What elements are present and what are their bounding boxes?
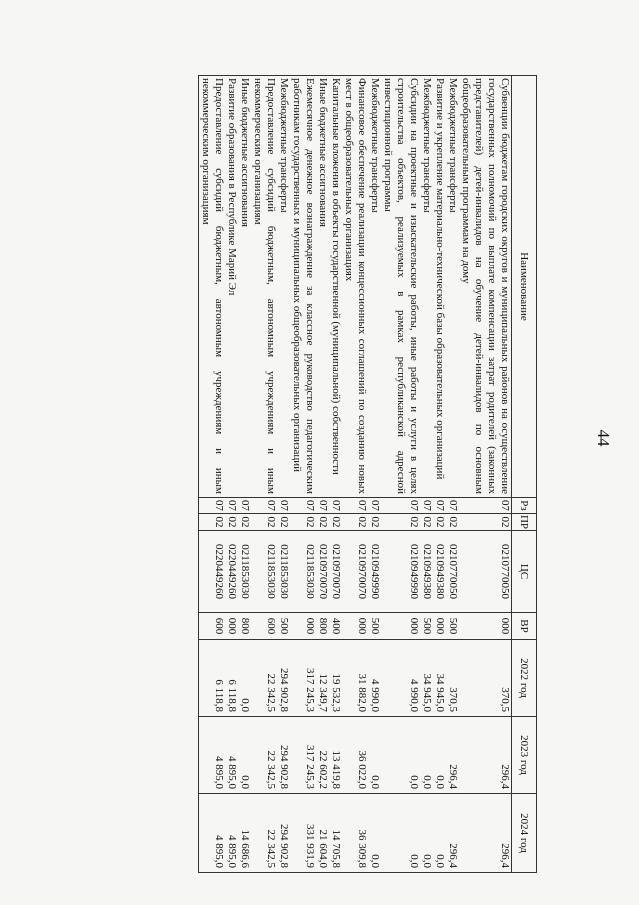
table-row <box>277 76 290 873</box>
row-rz: 07 <box>433 498 446 514</box>
row-cs: 0210949990 <box>368 531 381 613</box>
row-pr: 02 <box>342 514 368 531</box>
row-pr: 02 <box>225 514 238 531</box>
row-vr: 800 <box>238 613 251 640</box>
table-row <box>316 76 329 873</box>
row-vr: 800 <box>316 613 329 640</box>
header-2022: 2022 год <box>512 640 537 717</box>
row-pr: 02 <box>199 514 226 531</box>
table-row <box>251 76 277 873</box>
row-2022: 22 342,5 <box>251 640 277 717</box>
row-pr: 02 <box>316 514 329 531</box>
row-pr: 02 <box>329 514 342 531</box>
row-vr: 000 <box>342 613 368 640</box>
row-2023: 22 342,5 <box>251 717 277 794</box>
row-pr: 02 <box>420 514 433 531</box>
row-2022: 34 945,0 <box>420 640 433 717</box>
row-2023: 13 419,8 <box>329 717 342 794</box>
row-name: Субвенции бюджетам городских округов и муниципальных районов на осуществление государственных полномочий по выплате компенсации затрат родителей (законных представителей) детей-инвалидов на обучение детей-инвалидов по основным общеобразовательным программам на дому <box>459 76 512 498</box>
row-rz: 07 <box>329 498 342 514</box>
row-name: Межбюджетные трансферты <box>277 76 290 498</box>
row-vr: 000 <box>225 613 238 640</box>
row-rz: 07 <box>238 498 251 514</box>
row-rz: 07 <box>368 498 381 514</box>
row-pr: 02 <box>251 514 277 531</box>
row-2022: 6 118,8 <box>199 640 226 717</box>
row-2024: 331 931,9 <box>290 794 316 873</box>
row-rz: 07 <box>381 498 420 514</box>
row-name: Иные бюджетные ассигнования <box>316 76 329 498</box>
row-pr: 02 <box>368 514 381 531</box>
row-2024: 0,0 <box>381 794 420 873</box>
row-2024: 4 895,0 <box>199 794 226 873</box>
row-cs: 0220449260 <box>199 531 226 613</box>
row-2022: 317 245,3 <box>290 640 316 717</box>
row-2024: 0,0 <box>433 794 446 873</box>
row-2023: 294 902,8 <box>277 717 290 794</box>
row-rz: 07 <box>225 498 238 514</box>
row-pr: 02 <box>381 514 420 531</box>
row-name: Межбюджетные трансферты <box>446 76 459 498</box>
row-2022: 0,0 <box>238 640 251 717</box>
row-pr: 02 <box>433 514 446 531</box>
row-2024: 296,4 <box>459 794 512 873</box>
row-vr: 000 <box>381 613 420 640</box>
row-2023: 0,0 <box>420 717 433 794</box>
row-rz: 07 <box>277 498 290 514</box>
row-vr: 000 <box>459 613 512 640</box>
header-cs: ЦС <box>512 531 537 613</box>
table-row <box>433 76 446 873</box>
row-name: Субсидии на проектные и изыскательские работы, иные работы и услуги в целях строительства объектов, реализуемых в рамках республиканской адресной инвестиционной программы <box>381 76 420 498</box>
row-rz: 07 <box>446 498 459 514</box>
row-name: Предоставление субсидий бюджетным, автономным учреждениям и иным некоммерческим организациям <box>199 76 226 498</box>
row-2022: 370,5 <box>459 640 512 717</box>
table-row <box>238 76 251 873</box>
row-2023: 317 245,3 <box>290 717 316 794</box>
row-name: Финансовое обеспечение реализации концессионных соглашений по созданию новых мест в общеобразовательных организациях <box>342 76 368 498</box>
row-2022: 12 349,7 <box>316 640 329 717</box>
row-vr: 600 <box>251 613 277 640</box>
row-cs: 0210970070 <box>316 531 329 613</box>
row-rz: 07 <box>199 498 226 514</box>
row-pr: 02 <box>277 514 290 531</box>
row-name: Межбюджетные трансферты <box>420 76 433 498</box>
row-vr: 500 <box>368 613 381 640</box>
row-2022: 4 990,0 <box>368 640 381 717</box>
rotated-page-content <box>128 75 537 872</box>
row-vr: 500 <box>446 613 459 640</box>
row-2024: 14 686,6 <box>238 794 251 873</box>
row-2023: 4 895,0 <box>225 717 238 794</box>
row-vr: 500 <box>277 613 290 640</box>
table-header-row <box>512 76 537 873</box>
row-cs: 0210970070 <box>342 531 368 613</box>
row-rz: 07 <box>251 498 277 514</box>
row-2023: 4 895,0 <box>199 717 226 794</box>
row-2023: 296,4 <box>446 717 459 794</box>
budget-table <box>198 75 537 873</box>
row-2023: 0,0 <box>381 717 420 794</box>
row-name: Развитие образования в Республике Марий Эл <box>225 76 238 498</box>
row-cs: 0210770050 <box>446 531 459 613</box>
row-pr: 02 <box>446 514 459 531</box>
row-2024: 14 705,8 <box>329 794 342 873</box>
table-row <box>329 76 342 873</box>
row-2023: 0,0 <box>368 717 381 794</box>
row-cs: 0210970070 <box>329 531 342 613</box>
table-row <box>290 76 316 873</box>
row-vr: 000 <box>290 613 316 640</box>
row-cs: 0220449260 <box>225 531 238 613</box>
table-row <box>446 76 459 873</box>
row-name: Предоставление субсидий бюджетным, автономным учреждениям и иным некоммерческим организациям <box>251 76 277 498</box>
row-rz: 07 <box>420 498 433 514</box>
row-name: Ежемесячное денежное вознаграждение за классное руководство педагогическим работникам государственных и муниципальных общеобразовательных организаций <box>290 76 316 498</box>
row-name: Межбюджетные трансферты <box>368 76 381 498</box>
row-2023: 296,4 <box>459 717 512 794</box>
header-name: Наименование <box>512 76 537 498</box>
row-rz: 07 <box>342 498 368 514</box>
row-2022: 34 945,0 <box>433 640 446 717</box>
row-2022: 31 882,0 <box>342 640 368 717</box>
row-2024: 4 895,0 <box>225 794 238 873</box>
row-cs: 0211853030 <box>251 531 277 613</box>
row-cs: 0210770050 <box>459 531 512 613</box>
row-2023: 0,0 <box>433 717 446 794</box>
row-2024: 21 604,0 <box>316 794 329 873</box>
table-row <box>368 76 381 873</box>
row-2022: 294 902,8 <box>277 640 290 717</box>
table-row <box>199 76 226 873</box>
row-pr: 02 <box>459 514 512 531</box>
row-vr: 600 <box>199 613 226 640</box>
row-name: Капитальные вложения в объекты государственной (муниципальной) собственности <box>329 76 342 498</box>
row-cs: 0211853030 <box>277 531 290 613</box>
row-vr: 000 <box>433 613 446 640</box>
row-2024: 294 902,8 <box>277 794 290 873</box>
row-cs: 0210949990 <box>381 531 420 613</box>
header-2024: 2024 год <box>512 794 537 873</box>
row-2024: 22 342,5 <box>251 794 277 873</box>
table-row <box>342 76 368 873</box>
row-rz: 07 <box>459 498 512 514</box>
table-row <box>381 76 420 873</box>
row-name: Развитие и укрепление материально-технической базы образовательных организаций <box>433 76 446 498</box>
row-2024: 36 309,8 <box>342 794 368 873</box>
row-2022: 19 532,3 <box>329 640 342 717</box>
row-2024: 0,0 <box>368 794 381 873</box>
row-rz: 07 <box>290 498 316 514</box>
row-2022: 4 990,0 <box>381 640 420 717</box>
table-row <box>459 76 512 873</box>
row-2024: 296,4 <box>446 794 459 873</box>
row-cs: 0211853030 <box>238 531 251 613</box>
row-cs: 0210949380 <box>433 531 446 613</box>
header-vr: ВР <box>512 613 537 640</box>
row-2023: 22 602,2 <box>316 717 329 794</box>
table-row <box>225 76 238 873</box>
header-2023: 2023 год <box>512 717 537 794</box>
row-vr: 400 <box>329 613 342 640</box>
row-pr: 02 <box>290 514 316 531</box>
row-pr: 02 <box>238 514 251 531</box>
row-2023: 36 022,0 <box>342 717 368 794</box>
header-pr: ПР <box>512 514 537 531</box>
row-2024: 0,0 <box>420 794 433 873</box>
row-cs: 0211853030 <box>290 531 316 613</box>
row-vr: 500 <box>420 613 433 640</box>
row-rz: 07 <box>316 498 329 514</box>
page-number: 44 <box>594 429 613 447</box>
row-name: Иные бюджетные ассигнования <box>238 76 251 498</box>
row-2022: 370,5 <box>446 640 459 717</box>
row-2023: 0,0 <box>238 717 251 794</box>
row-cs: 0210949380 <box>420 531 433 613</box>
table-row <box>420 76 433 873</box>
row-2022: 6 118,8 <box>225 640 238 717</box>
header-rz: Рз <box>512 498 537 514</box>
